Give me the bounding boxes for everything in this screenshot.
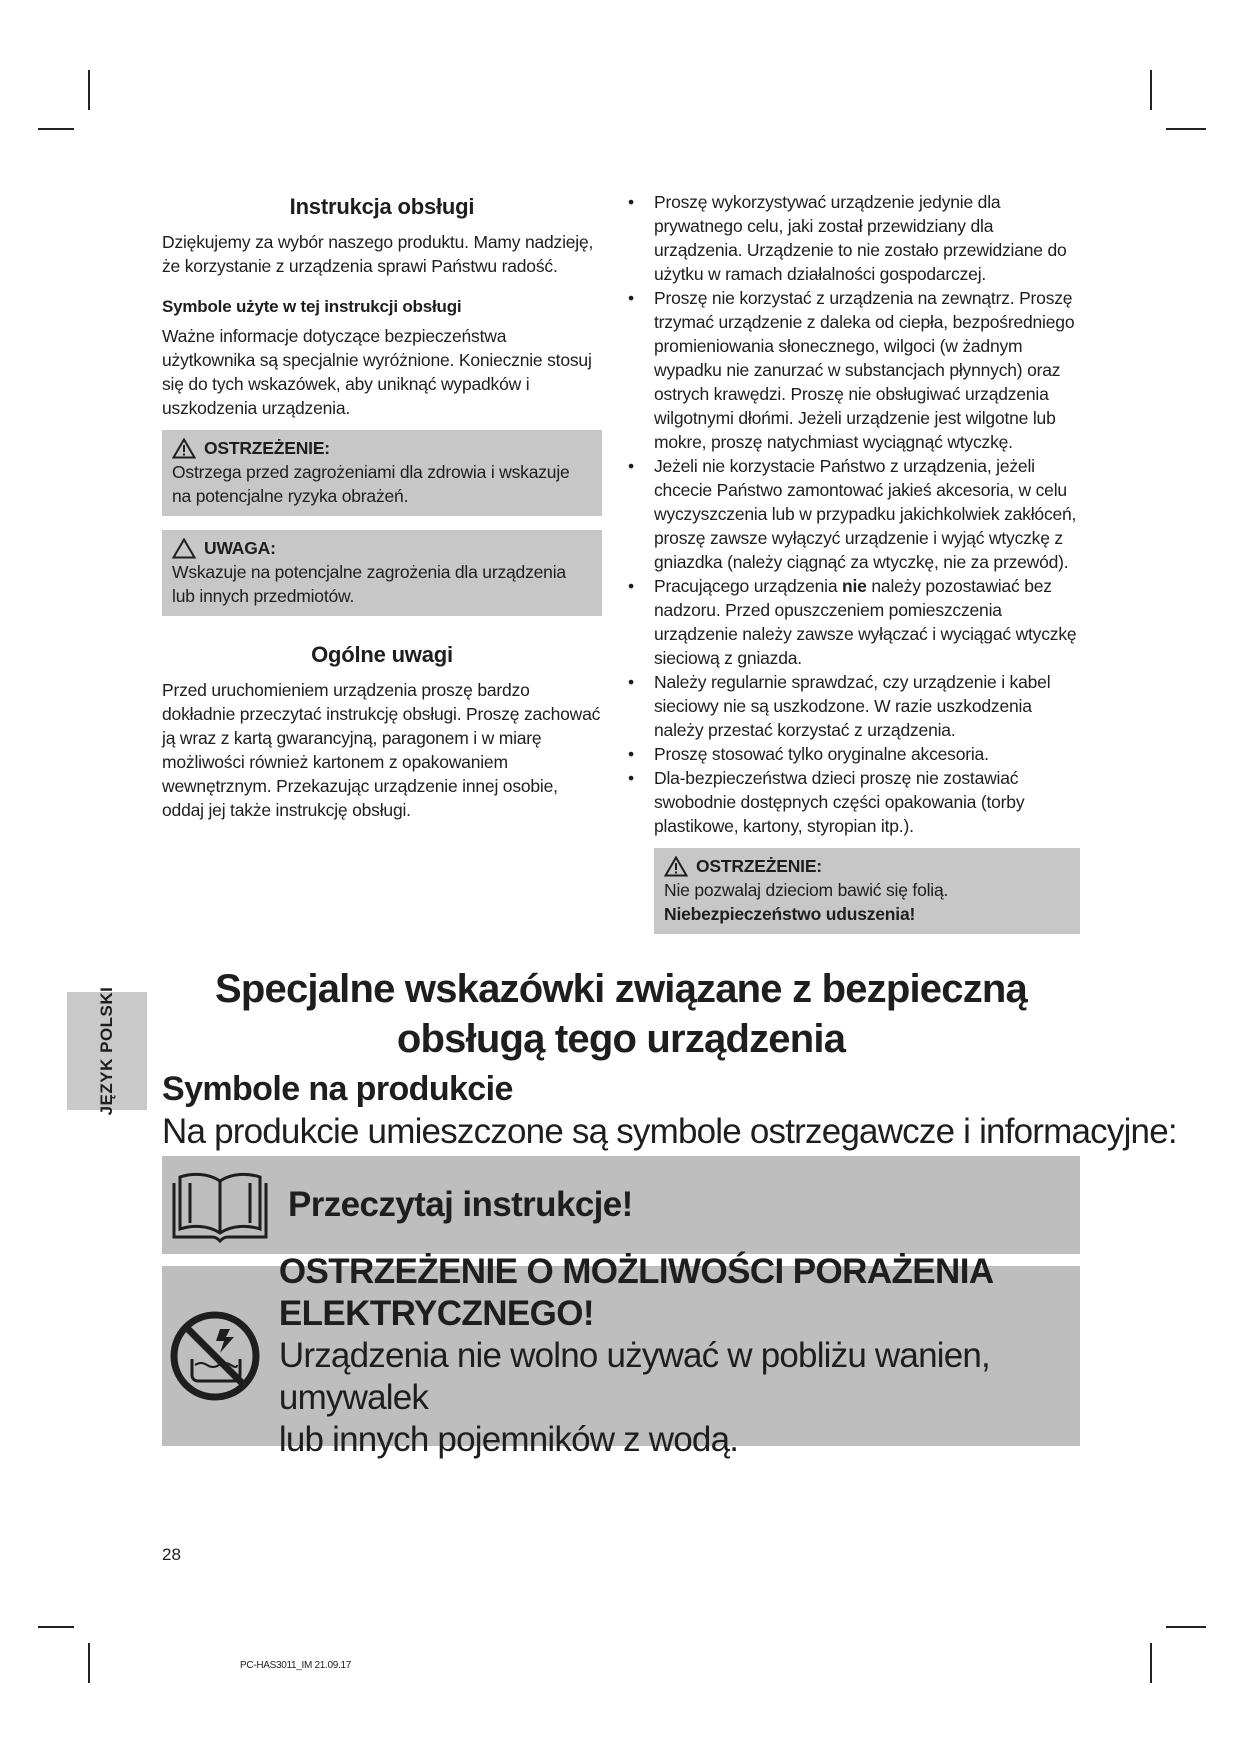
warning-triangle-icon [172,438,196,459]
general-text: Przed uruchomieniem urządzenia proszę bardzo dokładnie przeczytać instrukcję obsługi. Proszę zachować ją wraz z kartą gwarancyjną, paragonem i w miarę możliwości również kartonem z opakowaniem wewnętrznym. Przekazując urządzenie innej osobie, oddaj jej także instrukcję obsługi. [162,680,601,820]
list-item: • Dla-bezpieczeństwa dzieci proszę nie zostawiać swobodnie dostępnych części opakowania (torby plastikowe, kartony, styropian itp.). [628,768,1025,836]
caution-box [162,530,602,616]
crop-mark [88,1643,90,1683]
caution-text: Wskazuje na potencjalne zagrożenia dla urządzenia lub innych przedmiotów. [172,562,566,606]
shock-warning-title-1: OSTRZEŻENIE O MOŻLIWOŚCI PORAŻENIA [278,1252,994,1291]
child-warning-text: Nie pozwalaj dzieciom bawić się folią. Niebezpieczeństwo uduszenia! [664,880,949,924]
shock-warning-title-2: ELEKTRYCZNEGO! [278,1294,594,1333]
left-column [162,190,602,822]
safety-list [628,190,1080,838]
caution-triangle-icon [172,538,196,559]
list-item: • Pracującego urządzenia nie należy pozostawiać bez nadzoru. Przed opuszczeniem pomieszczenia urządzenie należy zawsze wyłączać i wyciągać wtyczkę sieciową z gniazda. [628,576,1077,668]
language-tab [67,986,147,1116]
safety-title-line-1: Specjalne wskazówki związane z bezpieczną [215,967,1027,1011]
footer-code: PC-HAS3011_IM 21.09.17 [240,1660,352,1671]
shock-warning-box [162,1252,1080,1459]
read-instructions-label: Przeczytaj instrukcje! [288,1185,633,1224]
child-warning-title: OSTRZEŻENIE: [696,856,822,876]
symbols-product-heading: Symbole na produkcie [162,1070,513,1108]
page-number: 28 [162,1545,181,1564]
general-heading: Ogólne uwagi [311,642,453,667]
crop-mark [38,1626,74,1628]
language-tab-label: JĘZYK POLSKI [97,986,116,1116]
crop-mark [1166,1626,1206,1628]
child-warning-box [654,848,1080,934]
intro-text: Dziękujemy za wybór naszego produktu. Mamy nadzieję, że korzystanie z urządzenia sprawi Państwu radość. [162,232,594,276]
shock-warning-text-2: lub innych pojemników z wodą. [278,1420,739,1459]
shock-warning-text-1: Urządzenia nie wolno używać w pobliżu wanien, umywalek [278,1336,990,1417]
safety-title-line-2: obsługą tego urządzenia [396,1017,846,1061]
warning-title: OSTRZEŻENIE: [204,438,330,458]
caution-title: UWAGA: [204,538,276,558]
list-item: • Proszę nie korzystać z urządzenia na zewnątrz. Proszę trzymać urządzenie z daleka od ciepła, bezpośredniego promieniowania słonecznego, wilgoci (w żadnym wypadku nie zanurzać w substancjach płynnych) oraz ostrych krawędzi. Proszę nie obsługiwać urządzenia wilgotnymi dłońmi. Jeżeli urządzenie jest wilgotne lub mokre, proszę natychmiast wyciągnąć wtyczkę. [628,288,1075,452]
open-book-icon [172,1167,268,1243]
warning-triangle-icon [664,856,688,877]
right-column [628,190,1080,934]
symbols-text: Ważne informacje dotyczące bezpieczeństwa użytkownika są specjalnie wyróżnione. Koniecznie stosuj się do tych wskazówek, aby uniknąć wypadków i uszkodzenia urządzenia. [162,326,592,418]
warning-box [162,430,602,516]
list-item: • Należy regularnie sprawdzać, czy urządzenie i kabel sieciowy nie są uszkodzone. W razie uszkodzenia należy przestać korzystać z urządzenia. [628,672,1051,740]
crop-mark [38,128,74,130]
list-item: • Proszę wykorzystywać urządzenie jedynie dla prywatnego celu, jaki został przewidziany dla urządzenia. Urządzenie to nie zostało przewidziane do użytku w ramach działalności gospodarczej. [628,192,1067,284]
read-instructions-box [162,1156,1080,1254]
crop-mark [1150,1643,1152,1683]
symbols-product-intro: Na produkcie umieszczone są symbole ostrzegawcze i informacyjne: [162,1112,1177,1151]
safety-title [162,964,1080,1064]
symbols-heading: Symbole użyte w tej instrukcji obsługi [162,297,462,316]
crop-mark [1166,128,1206,130]
no-water-icon [168,1309,262,1403]
list-item: • Proszę stosować tylko oryginalne akcesoria. [628,744,989,764]
crop-mark [88,70,90,110]
list-item: • Jeżeli nie korzystacie Państwo z urządzenia, jeżeli chcecie Państwo zamontować jakieś akcesoria, w celu wyczyszczenia lub w przypadku jakichkolwiek zakłóceń, proszę zawsze wyłączyć urządzenie i wyjąć wtyczkę z gniazdka (należy ciągnąć za wtyczkę, nie za przewód). [628,456,1077,572]
crop-mark [1150,70,1152,110]
manual-title: Instrukcja obsługi [289,194,475,219]
warning-text: Ostrzega przed zagrożeniami dla zdrowia i wskazuje na potencjalne ryzyka obrażeń. [172,462,570,506]
